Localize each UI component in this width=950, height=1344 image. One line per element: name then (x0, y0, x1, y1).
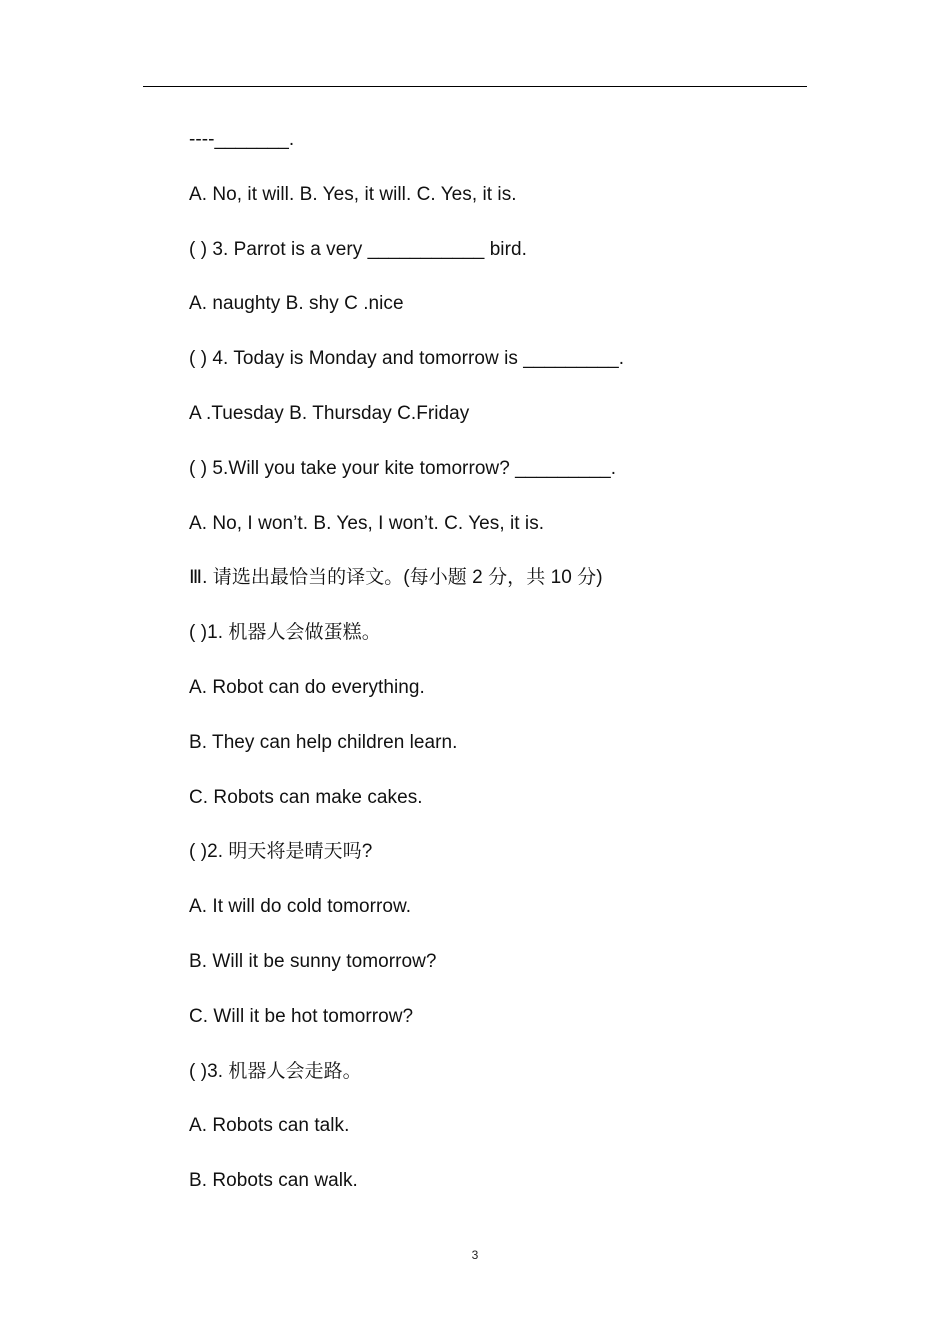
text-line: C. Will it be hot tomorrow? (189, 1005, 414, 1027)
text-line: B. They can help children learn. (189, 731, 458, 753)
header-rule (143, 86, 807, 87)
text-line: ( )3. 机器人会走路。 (189, 1060, 362, 1082)
text-line: ----_______. (189, 129, 295, 150)
text-line: ( ) 4. Today is Monday and tomorrow is _________. (189, 348, 625, 370)
text-line: ( ) 5.Will you take your kite tomorrow? _________. (189, 457, 617, 479)
page-number: 3 (471, 1248, 479, 1262)
text-line: A. No, it will. B. Yes, it will. C. Yes, it is. (189, 183, 517, 205)
text-line: A. Robot can do everything. (189, 676, 425, 698)
text-line: C. Robots can make cakes. (189, 786, 423, 808)
text-line: ( )2. 明天将是晴天吗? (189, 841, 373, 863)
text-line: A. No, I won’t. B. Yes, I won’t. C. Yes, it is. (189, 512, 545, 534)
text-line: B. Will it be sunny tomorrow? (189, 950, 437, 972)
text-line: ( ) 3. Parrot is a very ___________ bird. (189, 238, 527, 260)
text-line: B. Robots can walk. (189, 1170, 358, 1192)
section-heading: Ⅲ. 请选出最恰当的译文。(每小题 2 分，共 10 分) (189, 567, 603, 589)
text-line: A. naughty B. shy C .nice (189, 293, 404, 315)
text-line: A. It will do cold tomorrow. (189, 896, 412, 918)
text-line: A. Robots can talk. (189, 1115, 350, 1137)
text-line: A .Tuesday B. Thursday C.Friday (189, 402, 470, 424)
text-line: ( )1. 机器人会做蛋糕。 (189, 622, 381, 644)
document-body (189, 122, 809, 1218)
